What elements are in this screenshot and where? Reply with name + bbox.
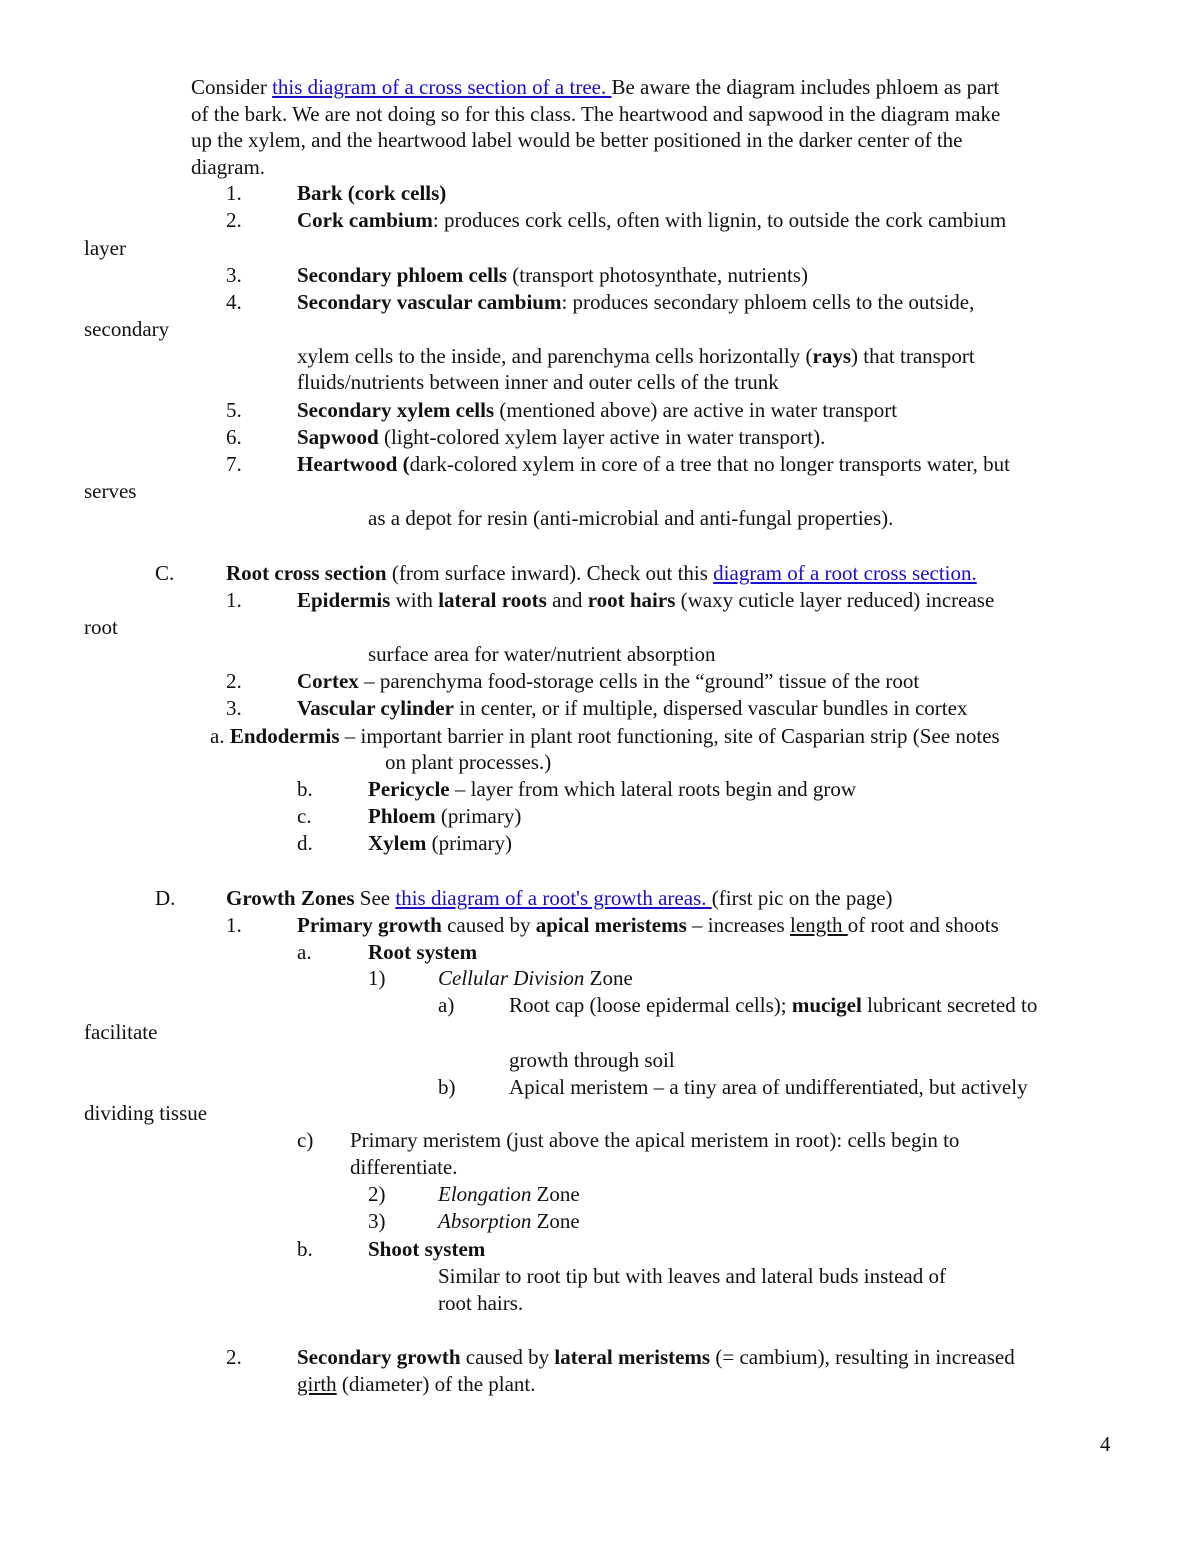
term: Sapwood	[297, 425, 379, 449]
definition: : produces cork cells, often with lignin, to outside the cork cambium	[432, 208, 1007, 232]
sub-label: b.	[297, 1237, 313, 1261]
sub-label: 1)	[368, 966, 386, 990]
list-item-elongation-zone	[438, 1181, 580, 1208]
underlined-text: girth	[297, 1372, 337, 1396]
italic-term: Cellular Division	[438, 966, 585, 990]
continuation-text	[297, 343, 975, 370]
text: Zone	[531, 1182, 580, 1206]
definition: – important barrier in plant root functioning, site of Casparian strip (See notes	[339, 724, 1000, 748]
intro-line-1	[191, 74, 999, 101]
list-number: 3.	[226, 263, 242, 287]
term: Epidermis	[297, 588, 391, 612]
term: Secondary growth	[297, 1345, 461, 1369]
list-number: 1.	[226, 588, 242, 612]
sub-label: 3)	[368, 1209, 386, 1233]
text: of root and shoots	[847, 913, 999, 937]
text: Root cap (loose epidermal cells);	[509, 993, 792, 1017]
text: caused by	[460, 1345, 555, 1369]
sub-label: c)	[297, 1128, 314, 1152]
wrap-text: dividing tissue	[84, 1101, 208, 1125]
text: and	[546, 588, 588, 612]
term: Root system	[368, 940, 478, 964]
page-number: 4	[1100, 1432, 1111, 1456]
term: Phloem	[368, 804, 436, 828]
list-number: 1.	[226, 913, 242, 937]
continuation-text: root hairs.	[438, 1291, 524, 1315]
continuation-text: surface area for water/nutrient absorption	[368, 642, 716, 666]
text: Zone	[584, 966, 633, 990]
list-item-bark	[297, 180, 446, 207]
term: lateral roots	[438, 588, 547, 612]
term: mucigel	[791, 993, 862, 1017]
list-number: 2.	[226, 208, 242, 232]
sub-label: d.	[297, 831, 313, 855]
term: Primary growth	[297, 913, 442, 937]
term: lateral meristems	[554, 1345, 711, 1369]
text: (waxy cuticle layer reduced) increase	[675, 588, 995, 612]
continuation-text: fluids/nutrients between inner and outer cells of the trunk	[297, 370, 779, 394]
heading-text: (first pic on the page)	[711, 886, 893, 910]
text: with	[390, 588, 439, 612]
section-heading-growth-zones	[226, 885, 893, 912]
list-item-secondary-xylem	[297, 397, 897, 424]
definition: (primary)	[435, 804, 522, 828]
intro-text: Consider	[191, 75, 273, 99]
definition: dark-colored xylem in core of a tree that no longer transports water, but	[409, 452, 1010, 476]
heading-text: (from surface inward). Check out this	[386, 561, 714, 585]
term: rays	[812, 344, 852, 368]
list-item-apical-meristem: Apical meristem – a tiny area of undifferentiated, but actively	[509, 1075, 1028, 1099]
list-number: 6.	[226, 425, 242, 449]
list-item-vascular-cylinder	[297, 695, 967, 722]
definition: – layer from which lateral roots begin and grow	[449, 777, 857, 801]
list-item-root-system	[368, 939, 477, 966]
list-item-cellular-division-zone	[438, 965, 633, 992]
definition: xylem cells to the inside, and parenchyma cells horizontally (	[297, 344, 813, 368]
text: – increases	[686, 913, 790, 937]
intro-line-3: up the xylem, and the heartwood label would be better positioned in the darker center of the	[191, 128, 963, 152]
list-item-heartwood	[297, 451, 1010, 478]
term: Heartwood (	[297, 452, 410, 476]
text: (diameter) of the plant.	[336, 1372, 536, 1396]
heading-term: Growth Zones	[226, 886, 355, 910]
section-heading-root-cross-section	[226, 560, 977, 587]
term: Vascular cylinder	[297, 696, 454, 720]
definition: ) that transport	[851, 344, 975, 368]
list-item-cortex	[297, 668, 919, 695]
list-number: 7.	[226, 452, 242, 476]
continuation-text: as a depot for resin (anti-microbial and anti-fungal properties).	[368, 506, 894, 530]
wrap-text: root	[84, 615, 118, 639]
term: Secondary xylem cells	[297, 398, 495, 422]
underlined-text: length	[789, 913, 848, 937]
continuation-text: differentiate.	[350, 1155, 458, 1179]
list-item-endodermis	[210, 723, 1000, 750]
definition: – parenchyma food-storage cells in the “ground” tissue of the root	[358, 669, 920, 693]
heading-text: See	[354, 886, 396, 910]
list-number: 5.	[226, 398, 242, 422]
italic-term: Elongation	[438, 1182, 532, 1206]
list-item-absorption-zone	[438, 1208, 580, 1235]
term: Secondary phloem cells	[297, 263, 507, 287]
wrap-text: serves	[84, 479, 137, 503]
definition: (primary)	[426, 831, 513, 855]
list-item-phloem	[368, 803, 521, 830]
term: Cortex	[297, 669, 359, 693]
list-number: 3.	[226, 696, 242, 720]
text: lubricant secreted to	[861, 993, 1038, 1017]
sub-label: a.	[210, 724, 230, 748]
text: Zone	[531, 1209, 580, 1233]
list-item-secondary-phloem	[297, 262, 808, 289]
list-item-epidermis	[297, 587, 994, 614]
text: caused by	[441, 913, 536, 937]
sub-label: b)	[438, 1075, 456, 1099]
definition: (mentioned above) are active in water transport	[494, 398, 898, 422]
definition: (light-colored xylem layer active in water transport).	[378, 425, 826, 449]
sub-label: 2)	[368, 1182, 386, 1206]
continuation-text: Similar to root tip but with leaves and lateral buds instead of	[438, 1264, 946, 1288]
intro-text: Be aware the diagram includes phloem as part	[611, 75, 1000, 99]
sub-label: c.	[297, 804, 312, 828]
list-item-xylem	[368, 830, 512, 857]
continuation-text: on plant processes.)	[385, 750, 552, 774]
wrap-text: secondary	[84, 317, 170, 341]
term: apical meristems	[535, 913, 687, 937]
continuation-text	[297, 1371, 536, 1398]
continuation-text: growth through soil	[509, 1048, 675, 1072]
term: Shoot system	[368, 1237, 486, 1261]
list-number: 4.	[226, 290, 242, 314]
term: root hairs	[587, 588, 676, 612]
definition: in center, or if multiple, dispersed vascular bundles in cortex	[453, 696, 968, 720]
term: Xylem	[368, 831, 427, 855]
heading-term: Root cross section	[226, 561, 387, 585]
list-item-primary-growth	[297, 912, 999, 939]
section-letter: C.	[155, 561, 175, 585]
list-number: 2.	[226, 1345, 242, 1369]
wrap-text: facilitate	[84, 1020, 158, 1044]
list-number: 1.	[226, 181, 242, 205]
list-item-cork-cambium	[297, 207, 1006, 234]
section-letter: D.	[155, 886, 176, 910]
term: Secondary vascular cambium	[297, 290, 562, 314]
list-item-primary-meristem: Primary meristem (just above the apical meristem in root): cells begin to	[350, 1128, 960, 1152]
definition: (transport photosynthate, nutrients)	[507, 263, 808, 287]
term: Bark (cork cells)	[297, 181, 447, 205]
sub-label: b.	[297, 777, 313, 801]
list-item-vascular-cambium	[297, 289, 974, 316]
growth-areas-link[interactable]: this diagram of a root's growth areas.	[395, 886, 712, 910]
list-number: 2.	[226, 669, 242, 693]
tree-diagram-link[interactable]: this diagram of a cross section of a tree.	[272, 75, 612, 99]
list-item-sapwood	[297, 424, 825, 451]
intro-line-2: of the bark. We are not doing so for this class. The heartwood and sapwood in the diagram make	[191, 102, 1001, 126]
intro-line-4: diagram.	[191, 155, 266, 179]
sub-label: a.	[297, 940, 312, 964]
list-item-pericycle	[368, 776, 856, 803]
root-cross-section-link[interactable]: diagram of a root cross section.	[713, 561, 977, 585]
definition: : produces secondary phloem cells to the outside,	[561, 290, 975, 314]
term: Cork cambium	[297, 208, 433, 232]
list-item-secondary-growth	[297, 1344, 1015, 1371]
sub-label: a)	[438, 993, 455, 1017]
term: Endodermis	[229, 724, 340, 748]
italic-term: Absorption	[438, 1209, 532, 1233]
text: (= cambium), resulting in increased	[710, 1345, 1015, 1369]
list-item-shoot-system	[368, 1236, 485, 1263]
term: Pericycle	[368, 777, 450, 801]
wrap-text: layer	[84, 236, 126, 260]
list-item-root-cap	[509, 992, 1037, 1019]
